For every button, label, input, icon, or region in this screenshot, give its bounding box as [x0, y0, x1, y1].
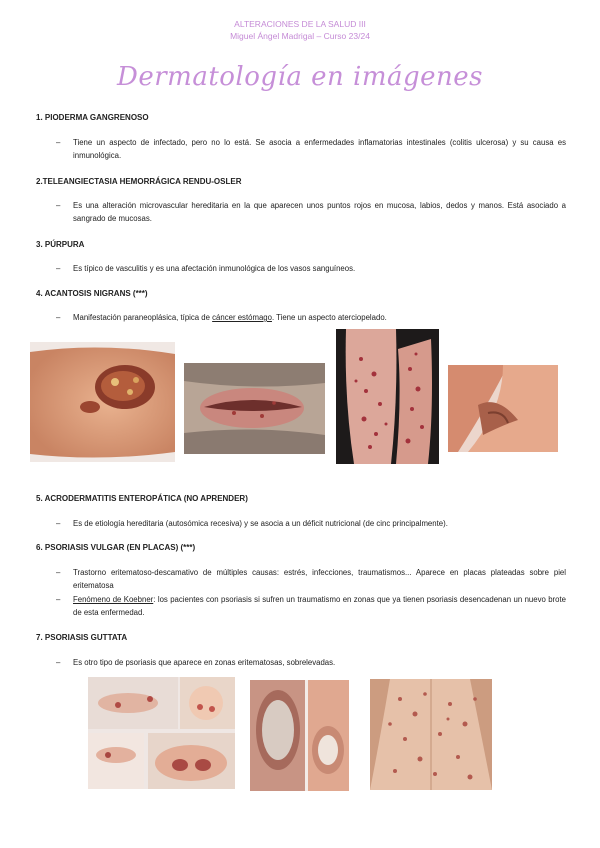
bullet-2-1 [56, 199, 566, 225]
photo-lip-telangiectasia [184, 363, 325, 454]
author-line: Miguel Ángel Madrigal – Curso 23/24 [230, 31, 370, 41]
dash: – [56, 264, 61, 273]
bullet-text: Es una alteración microvascular hereditaria en la que aparecen unos puntos rojos en mucosa, labios, dedos y manos. Está asociado a sangrado de mucosas. [73, 201, 566, 223]
section-heading-6: 6. PSORIASIS VULGAR (EN PLACAS) (***) [36, 543, 196, 552]
bullet-7-1 [56, 656, 566, 669]
photo-purpura-legs [336, 329, 439, 464]
underlined-term: cáncer estómago [212, 313, 272, 322]
text-run: . Tiene un aspecto aterciopelado. [271, 313, 387, 322]
bullet-3-1 [56, 262, 566, 275]
bullet-4-1 [56, 311, 566, 324]
photo-psoriasis-plaque [250, 680, 349, 791]
dash: – [56, 519, 61, 528]
text-run: Manifestación paraneoplásica, típica de [73, 313, 213, 322]
bullet-text: Es otro tipo de psoriasis que aparece en zonas eritematosas, sobrelevadas. [73, 658, 336, 667]
bullet-text [73, 593, 566, 619]
bullet-text: Es de etiología hereditaria (autosómica recesiva) y se asocia a un déficit nutricional (de cinc principalmente). [73, 519, 448, 528]
section-heading-1: 1. PIODERMA GANGRENOSO [36, 113, 149, 122]
bullet-text [73, 311, 566, 324]
course-title: ALTERACIONES DE LA SALUD III [234, 19, 366, 29]
dash: – [56, 201, 61, 210]
bullet-text: Es típico de vasculitis y es una afectación inmunológica de los vasos sanguíneos. [73, 264, 356, 273]
dash: – [56, 595, 61, 604]
bullet-6-2 [56, 593, 566, 619]
photo-pyoderma-leg [30, 342, 175, 462]
dash: – [56, 313, 61, 322]
bullet-5-1 [56, 517, 566, 530]
dash: – [56, 658, 61, 667]
section-heading-2: 2.TELEANGIECTASIA HEMORRÁGICA RENDU-OSLER [36, 177, 242, 186]
section-heading-3: 3. PÚRPURA [36, 240, 85, 249]
section-heading-5: 5. ACRODERMATITIS ENTEROPÁTICA (NO APRENDER) [36, 494, 248, 503]
section-heading-4: 4. ACANTOSIS NIGRANS (***) [36, 289, 148, 298]
text-run: : los pacientes con psoriasis si sufren un traumatismo en zonas que ya tienen psoriasis desencadenan un nuevo brote de esta enfermedad. [73, 595, 566, 617]
bullet-text: Tiene un aspecto de infectado, pero no lo está. Se asocia a enfermedades inflamatorias intestinales (colitis ulcerosa) y su causa es inmunológica. [73, 138, 566, 160]
section-heading-7: 7. PSORIASIS GUTTATA [36, 633, 128, 642]
photo-psoriasis-guttata-back [370, 679, 492, 790]
bullet-6-1 [56, 566, 566, 592]
document-header [0, 18, 600, 42]
photo-acrodermatitis-child [88, 677, 235, 789]
dash: – [56, 138, 61, 147]
bullet-1-1 [56, 136, 566, 162]
photo-acanthosis-axilla [448, 365, 558, 452]
bullet-text: Trastorno eritematoso-descamativo de múltiples causas: estrés, infecciones, traumatismos... Aparece en placas plateadas sobre piel eritematosa [73, 568, 566, 590]
underlined-term: Fenómeno de Koebner [73, 595, 154, 604]
page-title: Dermatología en imágenes [117, 62, 483, 92]
dash: – [56, 568, 61, 577]
